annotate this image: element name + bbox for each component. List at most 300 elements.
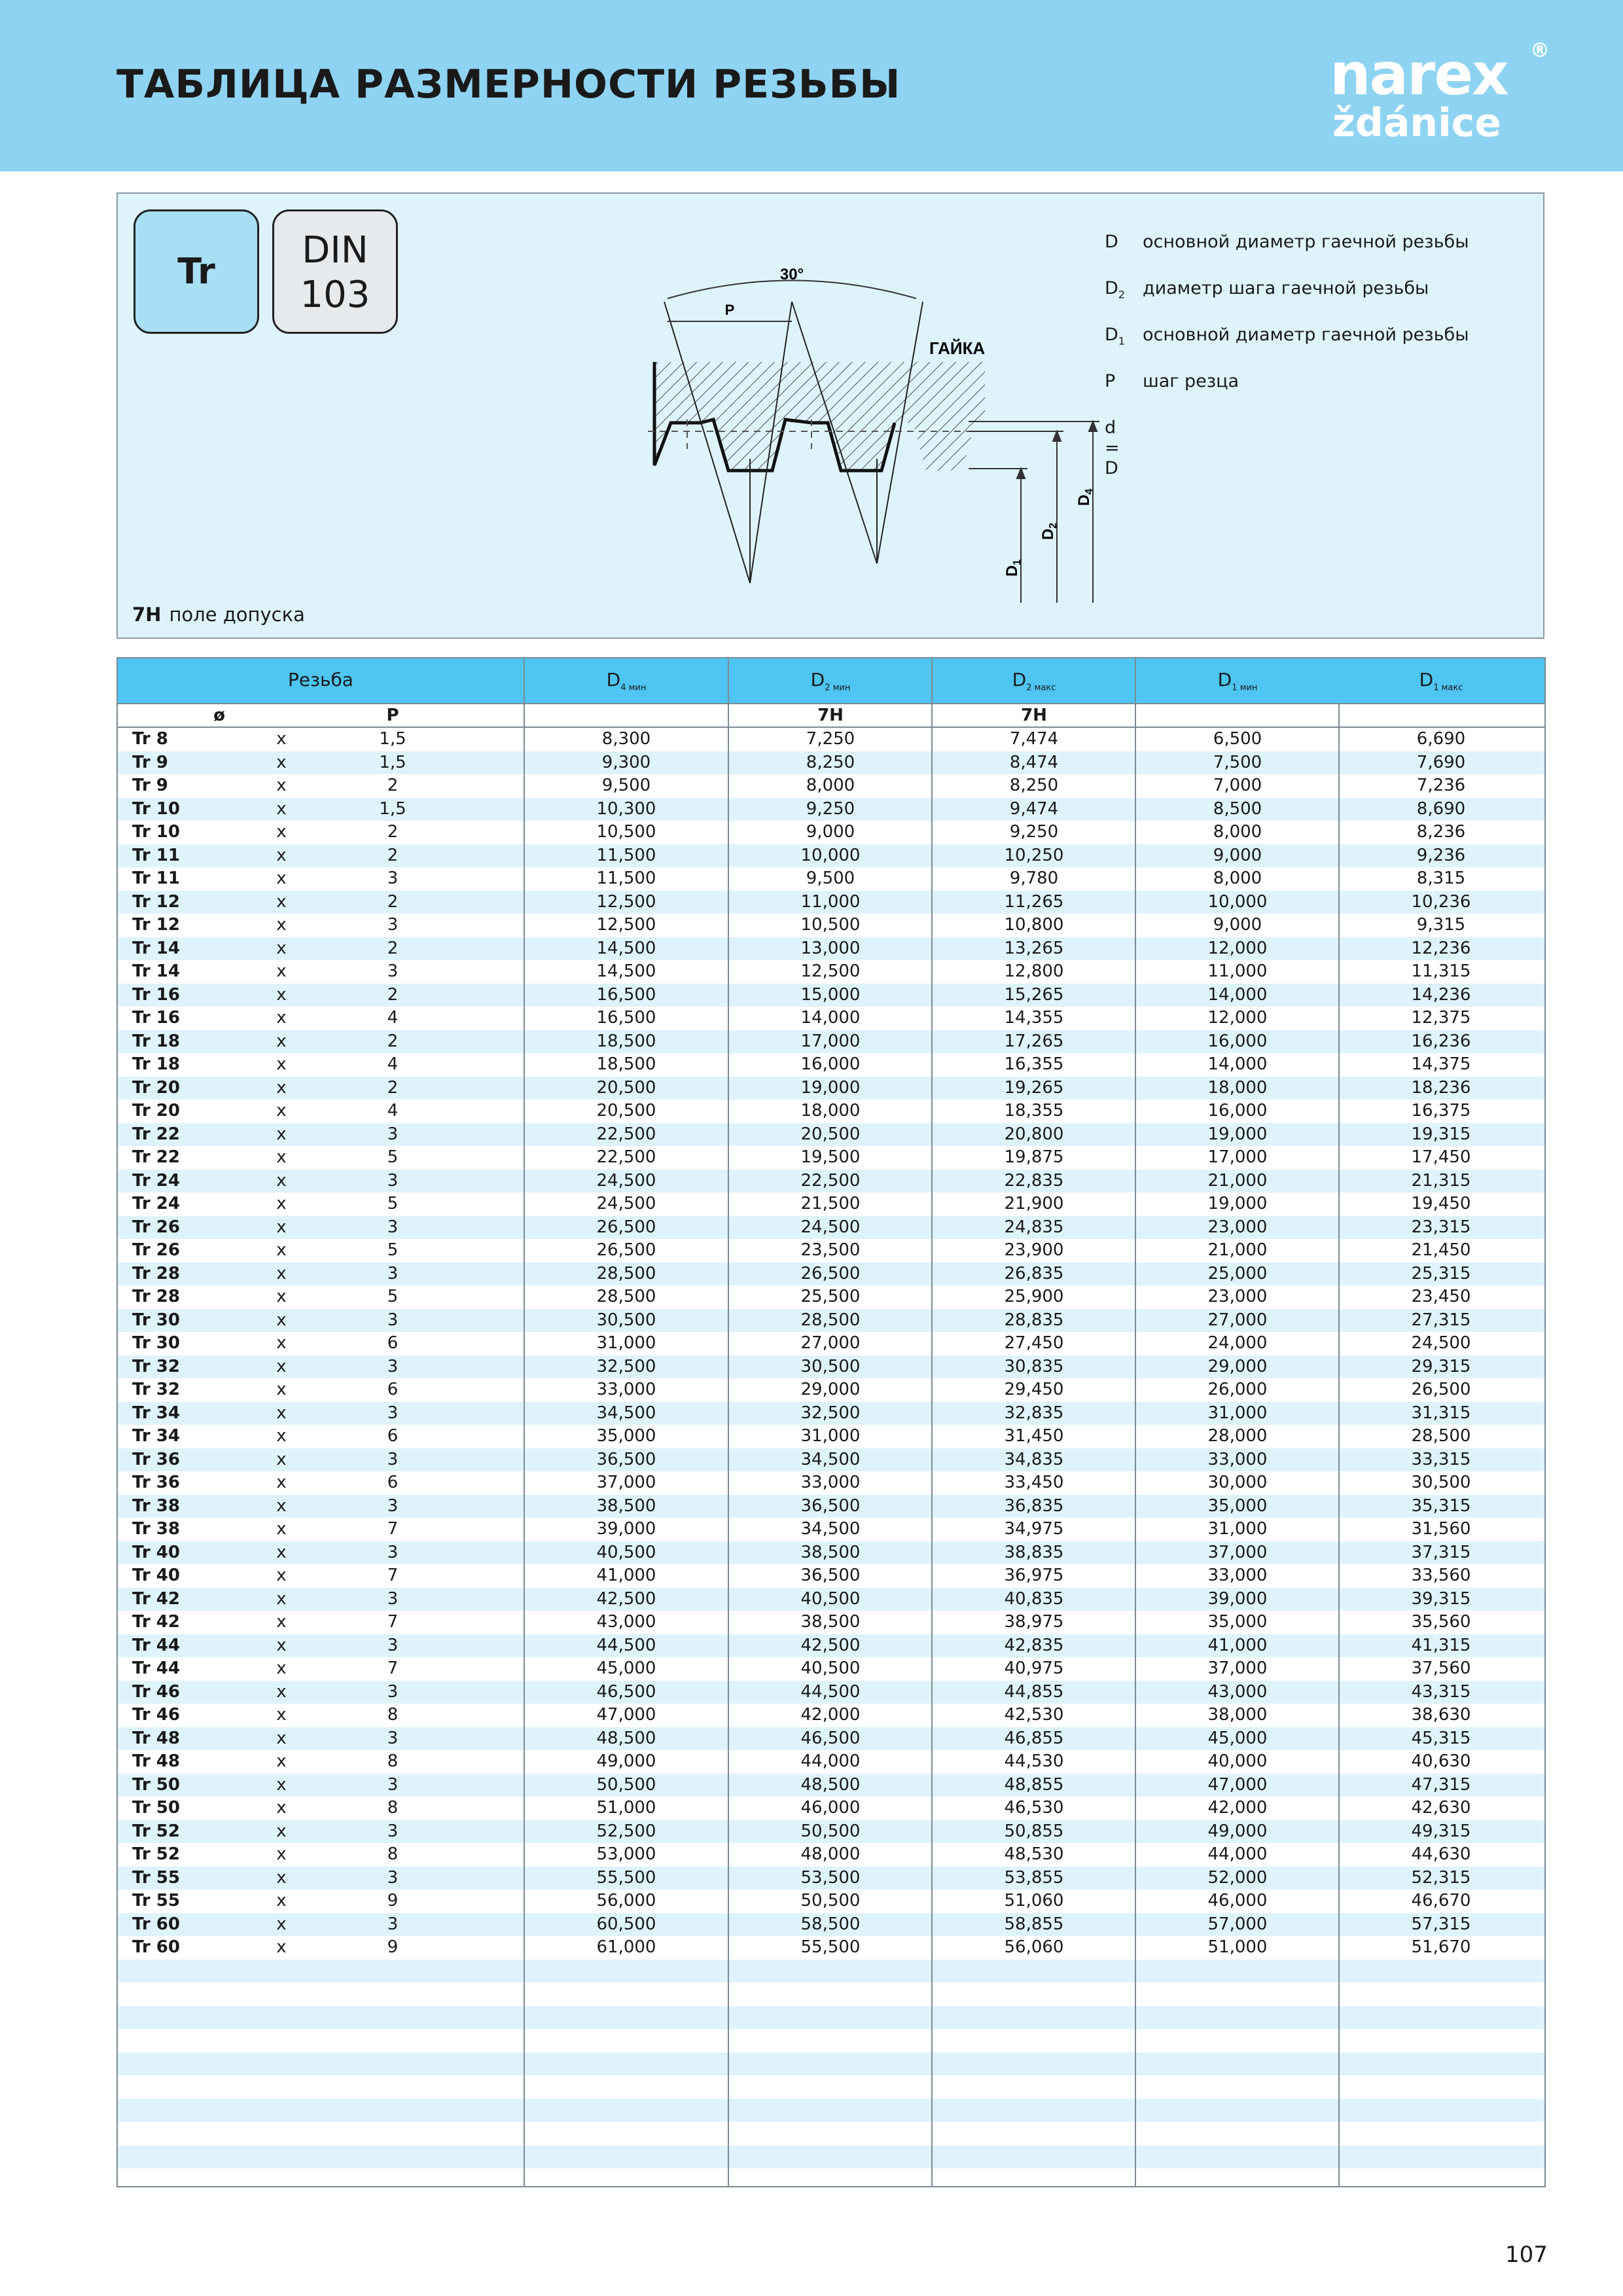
table-row (118, 1007, 1544, 1030)
empty-table-row (118, 2122, 1544, 2145)
legend-description: шаг резца (1143, 371, 1240, 391)
d1-label (1003, 560, 1023, 577)
cell-d1max: 19,315 (1411, 1124, 1471, 1144)
cell-d1max: 9,315 (1416, 915, 1466, 935)
cell-d2max: 18,355 (1004, 1101, 1064, 1121)
cell-d2max: 25,900 (1004, 1287, 1064, 1306)
cell-x: x (276, 1240, 287, 1260)
cell-d4: 24,500 (596, 1170, 656, 1191)
d4-letter: D (1075, 494, 1093, 506)
cell-d1min: 45,000 (1207, 1728, 1268, 1748)
cell-d1max: 47,315 (1411, 1774, 1471, 1795)
cell-name: Tr 9 (132, 752, 168, 772)
cell-d2min: 13,000 (800, 938, 861, 958)
cell-d1max: 28,500 (1411, 1426, 1471, 1446)
cell-p: 2 (387, 891, 399, 912)
d2-subscript: 2 (1048, 522, 1059, 529)
table-row (118, 1100, 1544, 1123)
cell-d1max: 8,315 (1416, 869, 1466, 888)
cell-d2min: 53,500 (800, 1867, 861, 1888)
cell-x: x (276, 1635, 287, 1655)
col-header-thread: Резьба (288, 669, 353, 691)
cell-d4: 10,500 (596, 822, 656, 842)
col-header-letter: D (1419, 669, 1434, 691)
cell-d1min: 23,000 (1207, 1217, 1268, 1237)
cell-d4: 61,000 (596, 1937, 656, 1957)
cell-d4: 12,500 (596, 915, 656, 935)
table-row (118, 751, 1544, 775)
cell-d2max: 15,265 (1004, 984, 1064, 1005)
cell-x: x (276, 984, 287, 1005)
cell-d4: 53,000 (596, 1844, 656, 1864)
cell-p: 3 (387, 915, 399, 935)
cell-x: x (276, 961, 287, 981)
cell-d2max: 9,780 (1009, 869, 1059, 888)
table-row (118, 1123, 1544, 1147)
cell-d1min: 25,000 (1207, 1263, 1268, 1283)
column-divider (1135, 658, 1136, 2186)
d1-subscript: 1 (1012, 559, 1023, 565)
cell-p: 2 (387, 938, 399, 958)
col-header-d2-min (729, 669, 932, 693)
cell-name: Tr 34 (132, 1403, 180, 1423)
table-row (118, 1053, 1544, 1077)
table-body (118, 728, 1544, 2192)
cell-name: Tr 52 (132, 1821, 180, 1841)
cell-d1max: 10,236 (1411, 891, 1471, 912)
cell-d1max: 26,500 (1411, 1380, 1471, 1399)
cell-x: x (276, 1031, 287, 1051)
empty-table-row (118, 2006, 1544, 2030)
cell-p: 3 (387, 1914, 399, 1934)
cell-name: Tr 22 (132, 1124, 180, 1144)
cell-d2min: 30,500 (800, 1356, 861, 1376)
cell-d2max: 12,800 (1004, 961, 1064, 981)
cell-d2max: 9,250 (1009, 822, 1059, 842)
table-row (118, 1170, 1544, 1193)
cell-x: x (276, 1751, 287, 1771)
cell-d1min: 7,000 (1213, 776, 1262, 795)
cell-d1min: 14,000 (1207, 984, 1268, 1005)
cell-d2max: 34,835 (1004, 1449, 1064, 1469)
empty-table-row (118, 2075, 1544, 2099)
thread-profile-diagram (576, 223, 1165, 609)
cell-d1min: 19,000 (1207, 1124, 1268, 1144)
table-row (118, 1797, 1544, 1820)
cell-d1max: 37,560 (1411, 1659, 1471, 1678)
cell-d2max: 36,975 (1004, 1566, 1064, 1585)
table-row (118, 1657, 1544, 1681)
cell-d1max: 40,630 (1411, 1751, 1471, 1771)
cell-p: 6 (387, 1333, 399, 1353)
cell-x: x (276, 1194, 287, 1213)
col-header-subscript: 2 макс (1026, 683, 1056, 693)
cell-d2max: 40,975 (1004, 1659, 1064, 1678)
cell-p: 3 (387, 1774, 399, 1795)
cell-d4: 9,500 (601, 776, 651, 795)
cell-d2min: 34,500 (800, 1519, 861, 1539)
legend-symbol (1105, 278, 1125, 300)
empty-table-row (118, 2053, 1544, 2076)
cell-d1min: 41,000 (1207, 1635, 1268, 1655)
cell-d4: 33,000 (596, 1380, 656, 1399)
cell-d4: 56,000 (596, 1891, 656, 1910)
cell-d2max: 50,855 (1004, 1821, 1064, 1841)
standard-name: DIN (302, 229, 368, 272)
cell-p: 3 (387, 1449, 399, 1469)
cell-d1min: 35,000 (1207, 1496, 1268, 1516)
cell-p: 5 (387, 1287, 399, 1306)
cell-p: 6 (387, 1473, 399, 1492)
cell-d2max: 16,355 (1004, 1054, 1064, 1074)
cell-d4: 28,500 (596, 1263, 656, 1283)
cell-p: 1,5 (379, 729, 406, 749)
cell-d1max: 31,315 (1411, 1403, 1471, 1423)
cell-x: x (276, 1774, 287, 1795)
cell-d4: 44,500 (596, 1635, 656, 1655)
legend-symbol (1105, 371, 1115, 393)
cell-d2min: 38,500 (800, 1612, 861, 1632)
cell-d1min: 27,000 (1207, 1310, 1268, 1330)
cell-x: x (276, 1542, 287, 1562)
table-row (118, 1634, 1544, 1658)
cell-d1max: 27,315 (1411, 1310, 1471, 1330)
cell-d1max: 21,450 (1411, 1240, 1471, 1260)
cell-p: 3 (387, 1403, 399, 1423)
cell-d1min: 49,000 (1207, 1821, 1268, 1841)
cell-d1max: 14,375 (1411, 1054, 1471, 1074)
cell-d1min: 42,000 (1207, 1798, 1268, 1818)
cell-d2max: 44,530 (1004, 1751, 1064, 1771)
cell-d4: 14,500 (596, 961, 656, 981)
cell-d4: 16,500 (596, 984, 656, 1005)
cell-d1min: 57,000 (1207, 1914, 1268, 1934)
cell-d1min: 33,000 (1207, 1566, 1268, 1585)
cell-d2min: 7,250 (806, 729, 855, 749)
cell-name: Tr 11 (132, 845, 180, 865)
cell-d1min: 29,000 (1207, 1356, 1268, 1376)
cell-p: 3 (387, 1310, 399, 1330)
cell-d2min: 34,500 (800, 1449, 861, 1469)
cell-x: x (276, 776, 287, 795)
table-row (118, 1750, 1544, 1774)
col-header-d4-min (525, 669, 728, 693)
cell-d2max: 42,530 (1004, 1705, 1064, 1725)
subheader-d2-min-tolerance: 7H (817, 706, 844, 725)
cell-d2max: 34,975 (1004, 1519, 1064, 1539)
table-row (118, 1285, 1544, 1309)
cell-x: x (276, 869, 287, 888)
cell-d1min: 9,000 (1213, 915, 1262, 935)
cell-d1max: 46,670 (1411, 1891, 1471, 1910)
table-row (118, 1402, 1544, 1426)
cell-d1max: 45,315 (1411, 1728, 1471, 1748)
cell-d1max: 35,560 (1411, 1612, 1471, 1632)
cell-p: 7 (387, 1659, 399, 1678)
cell-d2min: 8,000 (806, 776, 855, 795)
cell-x: x (276, 1588, 287, 1609)
cell-d4: 49,000 (596, 1751, 656, 1771)
legend-description: диаметр шага гаечной резьбы (1143, 278, 1429, 298)
cell-d2min: 10,000 (800, 845, 861, 865)
legend-symbol-letter: d = D (1105, 418, 1120, 478)
empty-table-row (118, 2145, 1544, 2169)
cell-x: x (276, 1170, 287, 1191)
cell-x: x (276, 1821, 287, 1841)
cell-x: x (276, 915, 287, 935)
cell-d4: 16,500 (596, 1008, 656, 1028)
table-row (118, 1867, 1544, 1890)
cell-x: x (276, 1310, 287, 1330)
cell-p: 3 (387, 1542, 399, 1562)
cell-name: Tr 40 (132, 1542, 180, 1562)
cell-x: x (276, 729, 287, 749)
cell-d2min: 11,000 (800, 891, 861, 912)
cell-p: 3 (387, 1681, 399, 1702)
cell-d4: 40,500 (596, 1542, 656, 1562)
cell-d4: 36,500 (596, 1449, 656, 1469)
nut-label: ГАЙКА (929, 338, 986, 358)
cell-d4: 20,500 (596, 1101, 656, 1121)
cell-d1min: 6,500 (1213, 729, 1262, 749)
cell-d1max: 52,315 (1411, 1867, 1471, 1888)
table-row (118, 798, 1544, 821)
cell-d1max: 7,236 (1416, 776, 1466, 795)
page-header (0, 0, 1623, 171)
cell-x: x (276, 1008, 287, 1028)
cell-d1min: 35,000 (1207, 1612, 1268, 1632)
cell-name: Tr 11 (132, 869, 180, 888)
cell-d4: 22,500 (596, 1124, 656, 1144)
cell-p: 2 (387, 1077, 399, 1098)
cell-d2max: 53,855 (1004, 1867, 1064, 1888)
cell-x: x (276, 1287, 287, 1306)
cell-d2max: 32,835 (1004, 1403, 1064, 1423)
cell-p: 3 (387, 1356, 399, 1376)
col-header-d1-min (1136, 669, 1339, 693)
cell-d1max: 18,236 (1411, 1077, 1471, 1098)
cell-d2max: 38,975 (1004, 1612, 1064, 1632)
legend-symbol-letter: D (1105, 325, 1118, 345)
cell-p: 6 (387, 1426, 399, 1446)
cell-p: 3 (387, 869, 399, 888)
cell-name: Tr 20 (132, 1101, 180, 1121)
cell-x: x (276, 1473, 287, 1492)
cell-d4: 50,500 (596, 1774, 656, 1795)
cell-d1min: 44,000 (1207, 1844, 1268, 1864)
cell-d1min: 17,000 (1207, 1147, 1268, 1167)
cell-x: x (276, 1891, 287, 1910)
cell-d2max: 30,835 (1004, 1356, 1064, 1376)
table-row (118, 1448, 1544, 1472)
cell-d2max: 10,800 (1004, 915, 1064, 935)
cell-d1min: 31,000 (1207, 1519, 1268, 1539)
cell-x: x (276, 1263, 287, 1283)
cell-d1max: 57,315 (1411, 1914, 1471, 1934)
table-row (118, 1495, 1544, 1518)
table-subheader (118, 704, 1544, 728)
cell-p: 2 (387, 1031, 399, 1051)
cell-p: 3 (387, 1124, 399, 1144)
cell-d2min: 36,500 (800, 1566, 861, 1585)
cell-p: 3 (387, 1728, 399, 1748)
thread-info-panel (116, 192, 1544, 639)
cell-d2min: 33,000 (800, 1473, 861, 1492)
table-row (118, 1077, 1544, 1100)
narex-logo (1322, 39, 1550, 151)
cell-d4: 26,500 (596, 1240, 656, 1260)
cell-name: Tr 16 (132, 984, 180, 1005)
cell-p: 8 (387, 1798, 399, 1818)
cell-name: Tr 30 (132, 1310, 180, 1330)
cell-p: 3 (387, 1821, 399, 1841)
table-row (118, 937, 1544, 961)
cell-d2max: 46,530 (1004, 1798, 1064, 1818)
cell-d1max: 29,315 (1411, 1356, 1471, 1376)
cell-d2max: 38,835 (1004, 1542, 1064, 1562)
cell-p: 5 (387, 1240, 399, 1260)
cell-d1min: 47,000 (1207, 1774, 1268, 1795)
standard-badge (272, 209, 398, 334)
legend-symbol (1105, 325, 1125, 347)
cell-x: x (276, 1496, 287, 1516)
cell-d1min: 12,000 (1207, 938, 1268, 958)
cell-x: x (276, 822, 287, 842)
cell-d2max: 46,855 (1004, 1728, 1064, 1748)
cell-name: Tr 60 (132, 1937, 180, 1957)
table-row (118, 1704, 1544, 1727)
cell-d4: 45,000 (596, 1659, 656, 1678)
cell-d1min: 33,000 (1207, 1449, 1268, 1469)
cell-d2max: 48,530 (1004, 1844, 1064, 1864)
cell-name: Tr 38 (132, 1496, 180, 1516)
cell-name: Tr 52 (132, 1844, 180, 1864)
cell-name: Tr 42 (132, 1588, 180, 1609)
cell-d1min: 21,000 (1207, 1170, 1268, 1191)
cell-x: x (276, 1566, 287, 1585)
cell-d1max: 42,630 (1411, 1798, 1471, 1818)
table-row (118, 1332, 1544, 1355)
cell-name: Tr 32 (132, 1356, 180, 1376)
cell-p: 3 (387, 961, 399, 981)
cell-d4: 48,500 (596, 1728, 656, 1748)
cell-p: 1,5 (379, 798, 406, 819)
cell-p: 6 (387, 1380, 399, 1399)
cell-d2min: 9,250 (806, 798, 855, 819)
cell-d4: 52,500 (596, 1821, 656, 1841)
table-row (118, 1541, 1544, 1565)
cell-d2min: 14,000 (800, 1008, 861, 1028)
cell-x: x (276, 1519, 287, 1539)
cell-p: 4 (387, 1101, 399, 1121)
cell-p: 8 (387, 1751, 399, 1771)
column-divider (524, 658, 525, 2186)
cell-x: x (276, 1426, 287, 1446)
cell-d2max: 44,855 (1004, 1681, 1064, 1702)
cell-name: Tr 38 (132, 1519, 180, 1539)
cell-d1max: 41,315 (1411, 1635, 1471, 1655)
standard-number: 103 (300, 274, 370, 316)
table-row (118, 728, 1544, 751)
cell-d1min: 8,000 (1213, 869, 1262, 888)
legend-symbol-sub: 1 (1118, 334, 1125, 348)
cell-p: 7 (387, 1566, 399, 1585)
cell-d2min: 48,000 (800, 1844, 861, 1864)
cell-name: Tr 26 (132, 1217, 180, 1237)
cell-d2min: 27,000 (800, 1333, 861, 1353)
cell-name: Tr 14 (132, 938, 180, 958)
cell-name: Tr 46 (132, 1705, 180, 1725)
d4-subscript: 4 (1084, 488, 1095, 495)
cell-d2min: 12,500 (800, 961, 861, 981)
cell-d1max: 16,375 (1411, 1101, 1471, 1121)
cell-x: x (276, 1147, 287, 1167)
thread-type-label: Tr (177, 251, 215, 292)
cell-d2min: 50,500 (800, 1891, 861, 1910)
cell-d4: 39,000 (596, 1519, 656, 1539)
cell-d1min: 24,000 (1207, 1333, 1268, 1353)
cell-d4: 10,300 (596, 798, 656, 819)
legend-symbol-letter: P (1105, 371, 1116, 391)
cell-name: Tr 28 (132, 1287, 180, 1306)
logo-wordmark: narex (1330, 41, 1508, 108)
cell-d1min: 26,000 (1207, 1380, 1268, 1399)
cell-d2max: 8,474 (1009, 752, 1059, 772)
cell-d2max: 23,900 (1004, 1240, 1064, 1260)
column-divider (728, 658, 729, 2186)
subheader-d2-max-tolerance: 7H (1021, 706, 1047, 725)
d2-label (1039, 523, 1059, 540)
empty-table-row (118, 1982, 1544, 2006)
cell-d1max: 33,315 (1411, 1449, 1471, 1469)
cell-p: 9 (387, 1937, 399, 1957)
cell-d1min: 8,500 (1213, 798, 1262, 819)
cell-d2min: 58,500 (800, 1914, 861, 1934)
cell-d2max: 9,474 (1009, 798, 1059, 819)
cell-d1max: 23,315 (1411, 1217, 1471, 1237)
cell-name: Tr 14 (132, 961, 180, 981)
cell-d2min: 9,000 (806, 822, 855, 842)
cell-d2min: 19,000 (800, 1077, 861, 1098)
cell-d4: 18,500 (596, 1031, 656, 1051)
table-header (118, 658, 1544, 704)
table-row (118, 1890, 1544, 1913)
cell-p: 2 (387, 984, 399, 1005)
table-row (118, 1425, 1544, 1448)
table-row (118, 960, 1544, 984)
cell-d1max: 39,315 (1411, 1588, 1471, 1609)
cell-d2max: 8,250 (1009, 776, 1059, 795)
cell-p: 2 (387, 822, 399, 842)
cell-p: 2 (387, 776, 399, 795)
cell-d2min: 9,500 (806, 869, 855, 888)
cell-d1max: 24,500 (1411, 1333, 1471, 1353)
table-row (118, 1471, 1544, 1495)
cell-x: x (276, 1914, 287, 1934)
table-row (118, 1913, 1544, 1937)
table-row (118, 1355, 1544, 1379)
cell-d1max: 33,560 (1411, 1566, 1471, 1585)
cell-p: 3 (387, 1170, 399, 1191)
cell-d2max: 19,265 (1004, 1077, 1064, 1098)
cell-d4: 28,500 (596, 1287, 656, 1306)
cell-x: x (276, 1449, 287, 1469)
cell-d2min: 55,500 (800, 1937, 861, 1957)
table-row (118, 891, 1544, 914)
cell-x: x (276, 752, 287, 772)
table-row (118, 867, 1544, 891)
cell-d1min: 31,000 (1207, 1403, 1268, 1423)
